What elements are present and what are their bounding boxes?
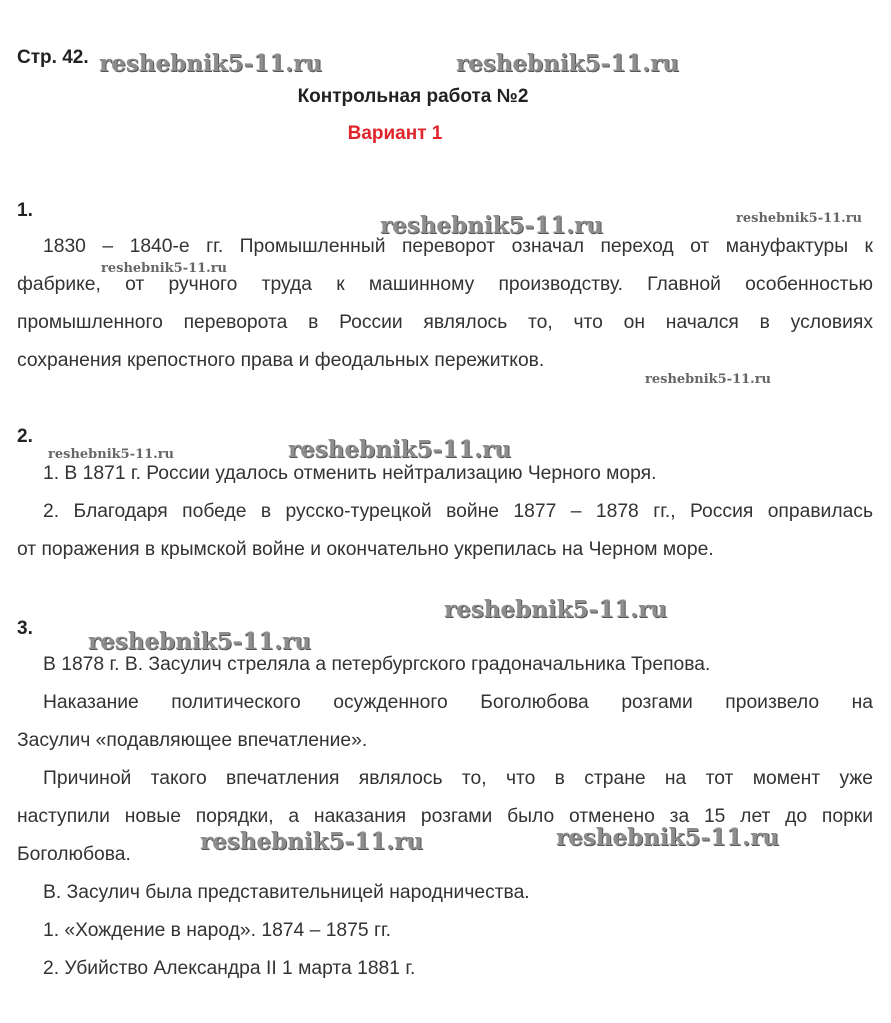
variant-heading: Вариант 1 <box>347 123 443 144</box>
watermark: reshebnik5-11.ru <box>99 50 322 77</box>
watermark: reshebnik5-11.ru <box>645 372 772 387</box>
page-title: Контрольная работа №2 <box>297 86 529 107</box>
section-2-number: 2. <box>17 426 33 447</box>
watermark: reshebnik5-11.ru <box>200 828 423 855</box>
watermark: reshebnik5-11.ru <box>48 447 175 462</box>
section-3-number: 3. <box>17 618 33 639</box>
watermark: reshebnik5-11.ru <box>736 211 863 226</box>
section-2-line: 1. В 1871 г. России удалось отменить нейтрализацию Черного моря. <box>43 463 657 484</box>
section-2-line: 2. Благодаря победе в русско-турецкой войне 1877 – 1878 гг., Россия оправилась <box>43 501 873 522</box>
section-2-body <box>17 455 873 569</box>
watermark: reshebnik5-11.ru <box>288 436 511 463</box>
page-number-label: Стр. 42. <box>17 47 89 68</box>
section-3-line: Наказание политического осужденного Боголюбова розгами произвело на <box>43 692 873 713</box>
section-1-line: 1830 – 1840-е гг. Промышленный переворот означал переход от мануфактуры к <box>43 236 873 257</box>
watermark: reshebnik5-11.ru <box>88 628 311 655</box>
section-1-line: фабрике, от ручного труда к машинному производству. Главной особенностью <box>17 274 873 295</box>
section-3-line: Засулич «подавляющее впечатление». <box>17 730 368 751</box>
section-1-number: 1. <box>17 200 33 221</box>
section-1-line: промышленного переворота в России являлось то, что он начался в условиях <box>17 312 873 333</box>
section-3-body <box>17 646 873 988</box>
section-3-line: В 1878 г. В. Засулич стреляла а петербургского градоначальника Трепова. <box>43 654 711 675</box>
watermark: reshebnik5-11.ru <box>101 261 228 276</box>
section-3-line: Боголюбова. <box>17 844 131 865</box>
section-1-body <box>17 228 873 380</box>
section-3-line: Причиной такого впечатления являлось то, что в стране на тот момент уже <box>43 768 873 789</box>
section-3-line: 1. «Хождение в народ». 1874 – 1875 гг. <box>43 920 392 941</box>
watermark: reshebnik5-11.ru <box>444 596 667 623</box>
section-3-line: 2. Убийство Александра II 1 марта 1881 г. <box>43 958 416 979</box>
section-1-line: сохранения крепостного права и феодальных пережитков. <box>17 350 545 371</box>
watermark: reshebnik5-11.ru <box>556 824 779 851</box>
watermark: reshebnik5-11.ru <box>456 50 679 77</box>
watermark: reshebnik5-11.ru <box>380 212 603 239</box>
section-3-line: наступили новые порядки, а наказания розгами было отменено за 15 лет до порки <box>17 806 873 827</box>
section-3-line: В. Засулич была представительницей народничества. <box>43 882 530 903</box>
section-2-line: от поражения в крымской войне и окончательно укрепилась на Черном море. <box>17 539 714 560</box>
